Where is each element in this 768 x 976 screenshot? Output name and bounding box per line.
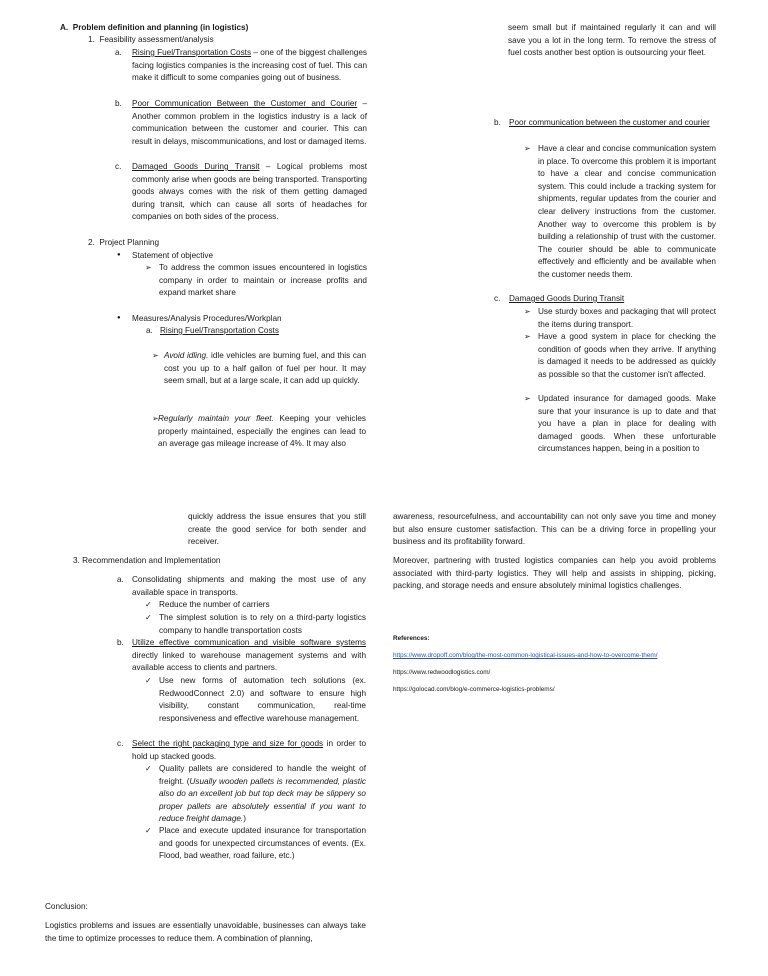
project-planning-heading: 2. Project Planning <box>88 238 160 247</box>
avoid-idling-text: idle vehicles are burning fuel, and this can cost you up to a half gallon of fuel per hour. It may seem small, but at a large scale, it can add up quickly. <box>164 351 367 386</box>
recommendation-b-text: directly linked to warehouse management systems and with available access to clients and partners. <box>132 650 366 673</box>
check-text: Place and execute updated insurance for transportation and goods for unexpected circumstances of events. (Ex. Flood, bad weather, road failure, etc.) <box>159 826 366 861</box>
measures-label: Measures/Analysis Procedures/Workplan <box>132 314 282 323</box>
references-heading: References: <box>393 635 430 642</box>
list-marker: a. <box>115 48 122 57</box>
measures-item <box>117 313 367 326</box>
recommendation-a-text: Consolidating shipments and making the most use of any available space in transports. <box>132 575 366 597</box>
communication-text: Have a clear and concise communication system in place. To overcome this problem it is important to have a clear and concise communication system. This could include a tracking system for shipments, regular updates from the courier and clear delivery instructions from the customer. Another way to overcome this problem is by building a relationship of trust with the customer. The courier should be able to communicate effectively and efficiently and be available when the customer needs them. <box>538 144 716 279</box>
check-text: Reduce the number of carriers <box>159 600 270 609</box>
problem-b <box>117 98 367 148</box>
recommendation-b-title: Utilize effective communication and visible software systems <box>132 638 366 647</box>
list-marker: b. <box>117 638 124 647</box>
conclusion-heading: Conclusion: <box>45 902 88 911</box>
problem-c-text: – Logical problems most commonly arise when goods are being transported. Transporting goods always comes with the risk of them getting damaged during transit, which can cause all sorts of headaches for companies on both sides of the process. <box>132 162 367 222</box>
pallets-text: Quality pallets are considered to handle the weight of freight. ( <box>159 764 366 786</box>
checkmark-icon: ✓ <box>145 764 152 773</box>
damaged-bullet-3 <box>524 393 716 456</box>
communication-bullet <box>524 143 716 282</box>
arrow-bullet-icon: ➢ <box>524 332 531 341</box>
problem-c <box>117 161 367 224</box>
damaged-bullet-1-text: Use sturdy boxes and packaging that will protect the items during transport. <box>538 307 716 329</box>
pallets-close: ) <box>243 814 246 824</box>
conclusion-continuation: awareness, resourcefulness, and accountability can not only save you time and money but also ensure customer satisfaction. This can be a driving force in propelling your business and its profitability forward. <box>393 512 716 547</box>
reference-3: https://golocad.com/blog/e-commerce-logistics-problems/ <box>393 686 555 693</box>
damaged-bullet-2-text: Have a good system in place for checking the condition of goods when they arrive. If anything is damaged it needs to be addressed as quickly as possible so that the customer isn't affected. <box>538 332 716 379</box>
fleet-continuation: seem small but if maintained regularly it can and will save you a lot in the long term. To remove the stress of fuel costs another best option is outsourcing your fleet. <box>508 23 716 58</box>
reference-link[interactable]: https://www.dropoff.com/blog/the-most-common-logistical-issues-and-how-to-overcome-them/ <box>393 652 658 659</box>
workplan-a-title: Rising Fuel/Transportation Costs <box>160 326 279 335</box>
avoid-idling-title: Avoid idling. <box>164 351 209 360</box>
maintain-fleet-text: Keeping your vehicles properly maintained, especially the engines can lead to an average gas mileage increase of 4%. It may also <box>158 414 366 449</box>
arrow-bullet-icon: ➢ <box>524 307 531 316</box>
arrow-bullet-icon: ➢ <box>524 144 531 153</box>
recommendation-a-check-2 <box>145 612 366 637</box>
recommendation-c <box>117 738 366 763</box>
recommendation-a-check-1 <box>145 599 366 612</box>
checkmark-icon: ✓ <box>145 613 152 622</box>
insurance-continuation: quickly address the issue ensures that you still create the good service for both sender and receiver. <box>188 512 366 547</box>
damaged-bullet-3-text: Updated insurance for damaged goods. Make sure that your insurance is up to date and that you have a plan in place for dealing with damaged goods. When these unforturable circumstances happen, being in a position to <box>538 394 716 454</box>
recommendation-b-check-1 <box>145 675 366 725</box>
damaged-bullet-2 <box>524 331 716 381</box>
communication-heading <box>494 117 716 130</box>
maintain-fleet-title: Regularly maintain your fleet. <box>158 414 274 423</box>
recommendation-c-check-2 <box>145 825 366 863</box>
bullet-icon: ● <box>117 315 121 321</box>
list-marker: c. <box>494 294 501 303</box>
check-text: Use new forms of automation tech solutions (ex. RedwoodConnect 2.0) and software to ensure high visibility, constant communication, real-time responsiveness and effective warehouse management. <box>159 676 366 723</box>
list-marker: a. <box>146 326 153 335</box>
problem-b-text: – Another common problem in the logistics industry is a lack of communication between the customer and courier. This can result in delays, miscommunications, and lost or damaged items. <box>132 99 367 146</box>
feasibility-heading: 1. Feasibility assessment/analysis <box>88 35 214 44</box>
problem-a-text: – one of the biggest challenges facing logistics companies is the increasing cost of fuel. This can make it difficult to some companies going out of business. <box>132 48 368 83</box>
partnering-paragraph: Moreover, partnering with trusted logistics companies can help you avoid problems associated with third-party logistics. They will help and assists in shipping, picking, packing, and storage needs and ensure absolutely minimal logistics challenges. <box>393 556 716 591</box>
conclusion-text: Logistics problems and issues are essentially unavoidable, businesses can always take the time to optimize processes to reduce them. A combination of planning, <box>45 921 366 943</box>
workplan-a <box>146 325 366 338</box>
maintain-fleet-item <box>152 413 366 451</box>
list-marker: c. <box>115 162 122 171</box>
recommendation-c-text: in order to hold up stacked goods. <box>132 739 367 761</box>
arrow-bullet-icon: ➢ <box>152 351 159 360</box>
list-marker: c. <box>117 739 124 748</box>
damaged-bullet-1 <box>524 306 716 331</box>
problem-b-title: Poor Communication Between the Customer and Courier <box>132 99 358 108</box>
problem-a-title: Rising Fuel/Transportation Costs <box>132 48 252 57</box>
list-marker: a. <box>117 575 124 584</box>
recommendation-a <box>117 574 366 599</box>
recommendation-b <box>117 637 366 675</box>
objective-text: To address the common issues encountered in logistics company in order to maintain or increase profits and expand market share <box>159 263 367 298</box>
avoid-idling-item <box>152 350 366 388</box>
arrow-bullet-icon: ➢ <box>152 414 159 423</box>
reference-2: https://www.redwoodlogistics.com/ <box>393 669 491 676</box>
section-a-heading: A. Problem definition and planning (in logistics) <box>60 23 249 32</box>
statement-item <box>117 250 367 263</box>
recommendation-heading: 3. Recommendation and Implementation <box>73 556 221 565</box>
bullet-icon: ● <box>117 252 121 258</box>
reference-1 <box>393 651 723 660</box>
checkmark-icon: ✓ <box>145 826 152 835</box>
list-marker: b. <box>494 118 501 127</box>
statement-label: Statement of objective <box>132 251 214 260</box>
list-marker: b. <box>115 99 122 108</box>
arrow-bullet-icon: ➢ <box>524 394 531 403</box>
pallets-note: Usually wooden pallets is recommended, plastic also do an excellent job but top deck may be slippery so proper pallets are absolutely essential if you want to reduce freight damage. <box>159 776 366 824</box>
problem-a <box>117 47 367 85</box>
checkmark-icon: ✓ <box>145 676 152 685</box>
communication-title: Poor communication between the customer and courier <box>509 118 710 127</box>
damaged-title: Damaged Goods During Transit <box>509 294 625 303</box>
checkmark-icon: ✓ <box>145 600 152 609</box>
recommendation-c-title: Select the right packaging type and size for goods <box>132 739 324 748</box>
damaged-heading <box>494 293 716 306</box>
problem-c-title: Damaged Goods During Transit <box>132 162 260 171</box>
check-text: The simplest solution is to rely on a third-party logistics company to handle transportation costs <box>159 613 366 635</box>
recommendation-c-check-1 <box>145 763 366 826</box>
arrow-bullet-icon: ➢ <box>145 263 152 272</box>
objective-item <box>145 262 367 300</box>
